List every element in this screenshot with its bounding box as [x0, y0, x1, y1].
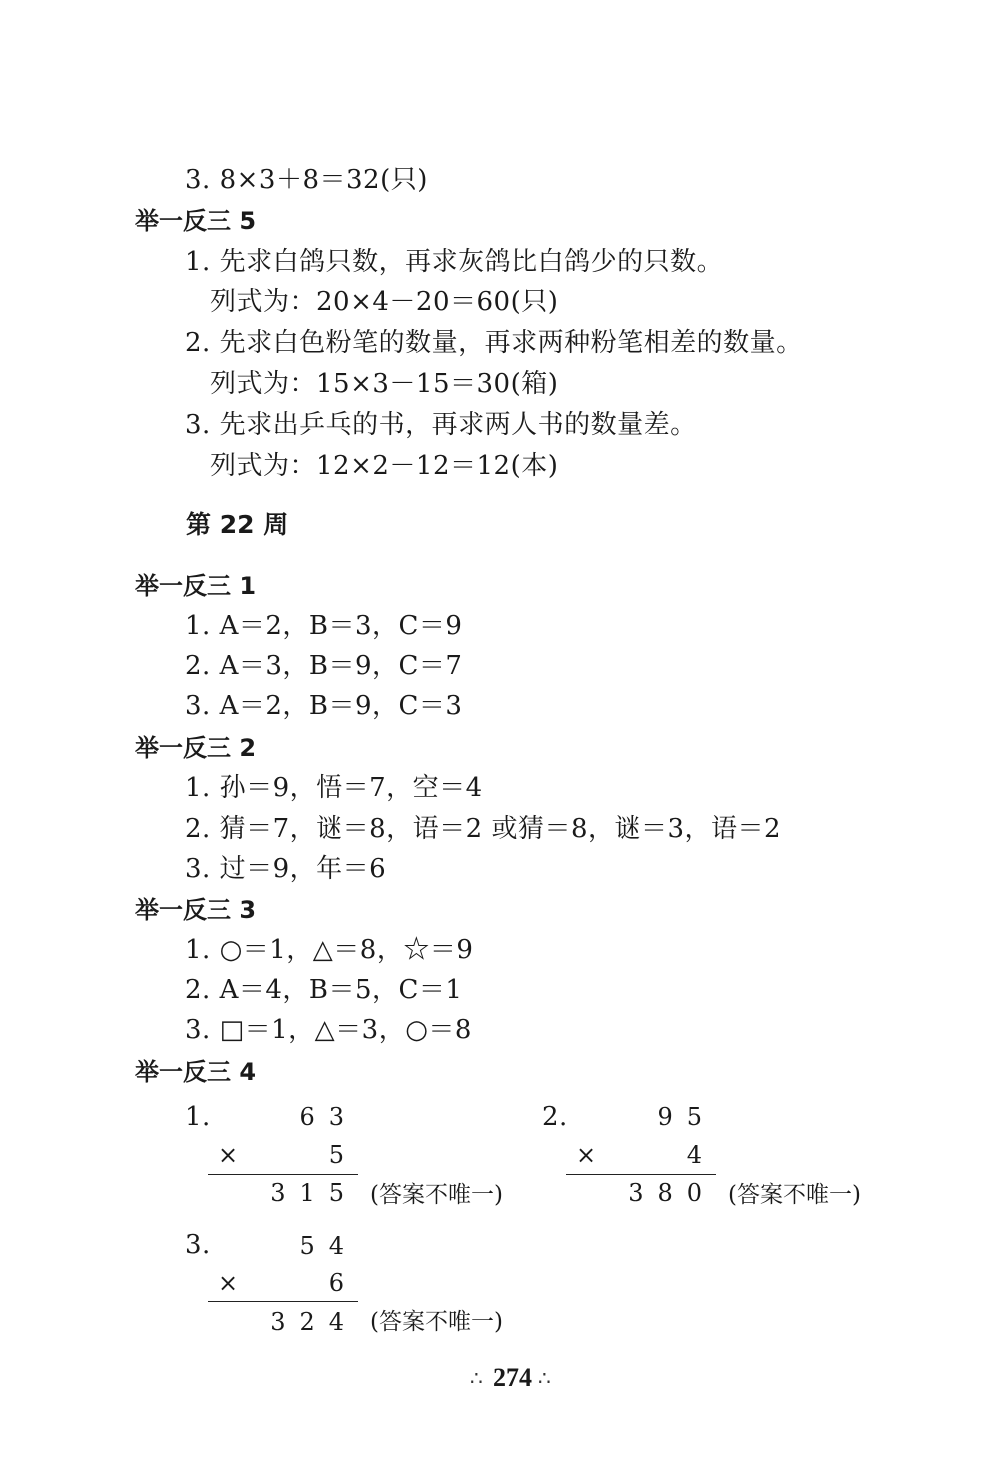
formula-line: 列式为：15×3－15＝30(箱)	[210, 369, 559, 399]
answer-line: 2. 猜＝7，谜＝8，语＝2 或猜＝8，谜＝3，语＝2	[185, 814, 782, 844]
result-rule	[208, 1174, 358, 1175]
formula-line: 列式为：20×4－20＝60(只)	[210, 287, 559, 317]
answer-line: 2. 先求白色粉笔的数量，再求两种粉笔相差的数量。	[185, 328, 803, 358]
answer-line: 3. 过＝9，年＝6	[185, 854, 387, 884]
problem-label: 2.	[542, 1102, 568, 1132]
vertical-multiplication	[566, 1102, 716, 1207]
page-number-ornament-right: ∴	[538, 1366, 551, 1390]
answer-line: 2. A＝3，B＝9，C＝7	[185, 651, 463, 681]
product: 380	[628, 1179, 716, 1207]
section-heading: 举一反三 2	[135, 734, 257, 762]
times-sign: ×	[218, 1269, 239, 1297]
vertical-multiplication	[208, 1102, 358, 1207]
answer-line: 3. 先求出乒乓的书，再求两人书的数量差。	[185, 410, 697, 440]
multiplicand: 95	[657, 1103, 716, 1131]
answer-line: 1. 先求白鸽只数，再求灰鸽比白鸽少的只数。	[185, 247, 724, 277]
vertical-multiplication	[208, 1231, 358, 1336]
section-heading: 举一反三 3	[135, 896, 257, 924]
answer-note: (答案不唯一)	[370, 1182, 503, 1208]
result-rule	[208, 1301, 358, 1302]
product: 324	[270, 1308, 358, 1336]
answer-line: 3. A＝2，B＝9，C＝3	[185, 691, 463, 721]
answer-note: (答案不唯一)	[728, 1182, 861, 1208]
multiplier: 4	[686, 1141, 716, 1169]
result-rule	[566, 1174, 716, 1175]
problem-label: 1.	[185, 1102, 211, 1132]
problem-label: 3.	[185, 1230, 211, 1260]
week-title: 第 22 周	[186, 510, 289, 539]
section-heading: 举一反三 5	[135, 207, 257, 235]
times-sign: ×	[218, 1141, 239, 1169]
multiplier: 5	[328, 1141, 358, 1169]
page-number: 274	[493, 1363, 532, 1392]
answer-line: 3. □＝1，△＝3，○＝8	[185, 1015, 472, 1045]
answer-note: (答案不唯一)	[370, 1309, 503, 1335]
section-heading: 举一反三 1	[135, 572, 257, 600]
answer-line: 1. A＝2，B＝3，C＝9	[185, 611, 463, 641]
times-sign: ×	[576, 1141, 597, 1169]
formula-line: 列式为：12×2－12＝12(本)	[210, 451, 559, 481]
page-number-ornament-left: ∴	[470, 1366, 483, 1390]
answer-line: 3. 8×3＋8＝32(只)	[185, 165, 428, 195]
answer-line: 1. ○＝1，△＝8，☆＝9	[185, 935, 474, 965]
multiplicand: 54	[299, 1232, 358, 1260]
multiplier: 6	[328, 1269, 358, 1297]
section-heading: 举一反三 4	[135, 1058, 257, 1086]
product: 315	[270, 1179, 358, 1207]
answer-line: 2. A＝4，B＝5，C＝1	[185, 975, 463, 1005]
answer-line: 1. 孙＝9，悟＝7，空＝4	[185, 773, 483, 803]
multiplicand: 63	[299, 1103, 358, 1131]
